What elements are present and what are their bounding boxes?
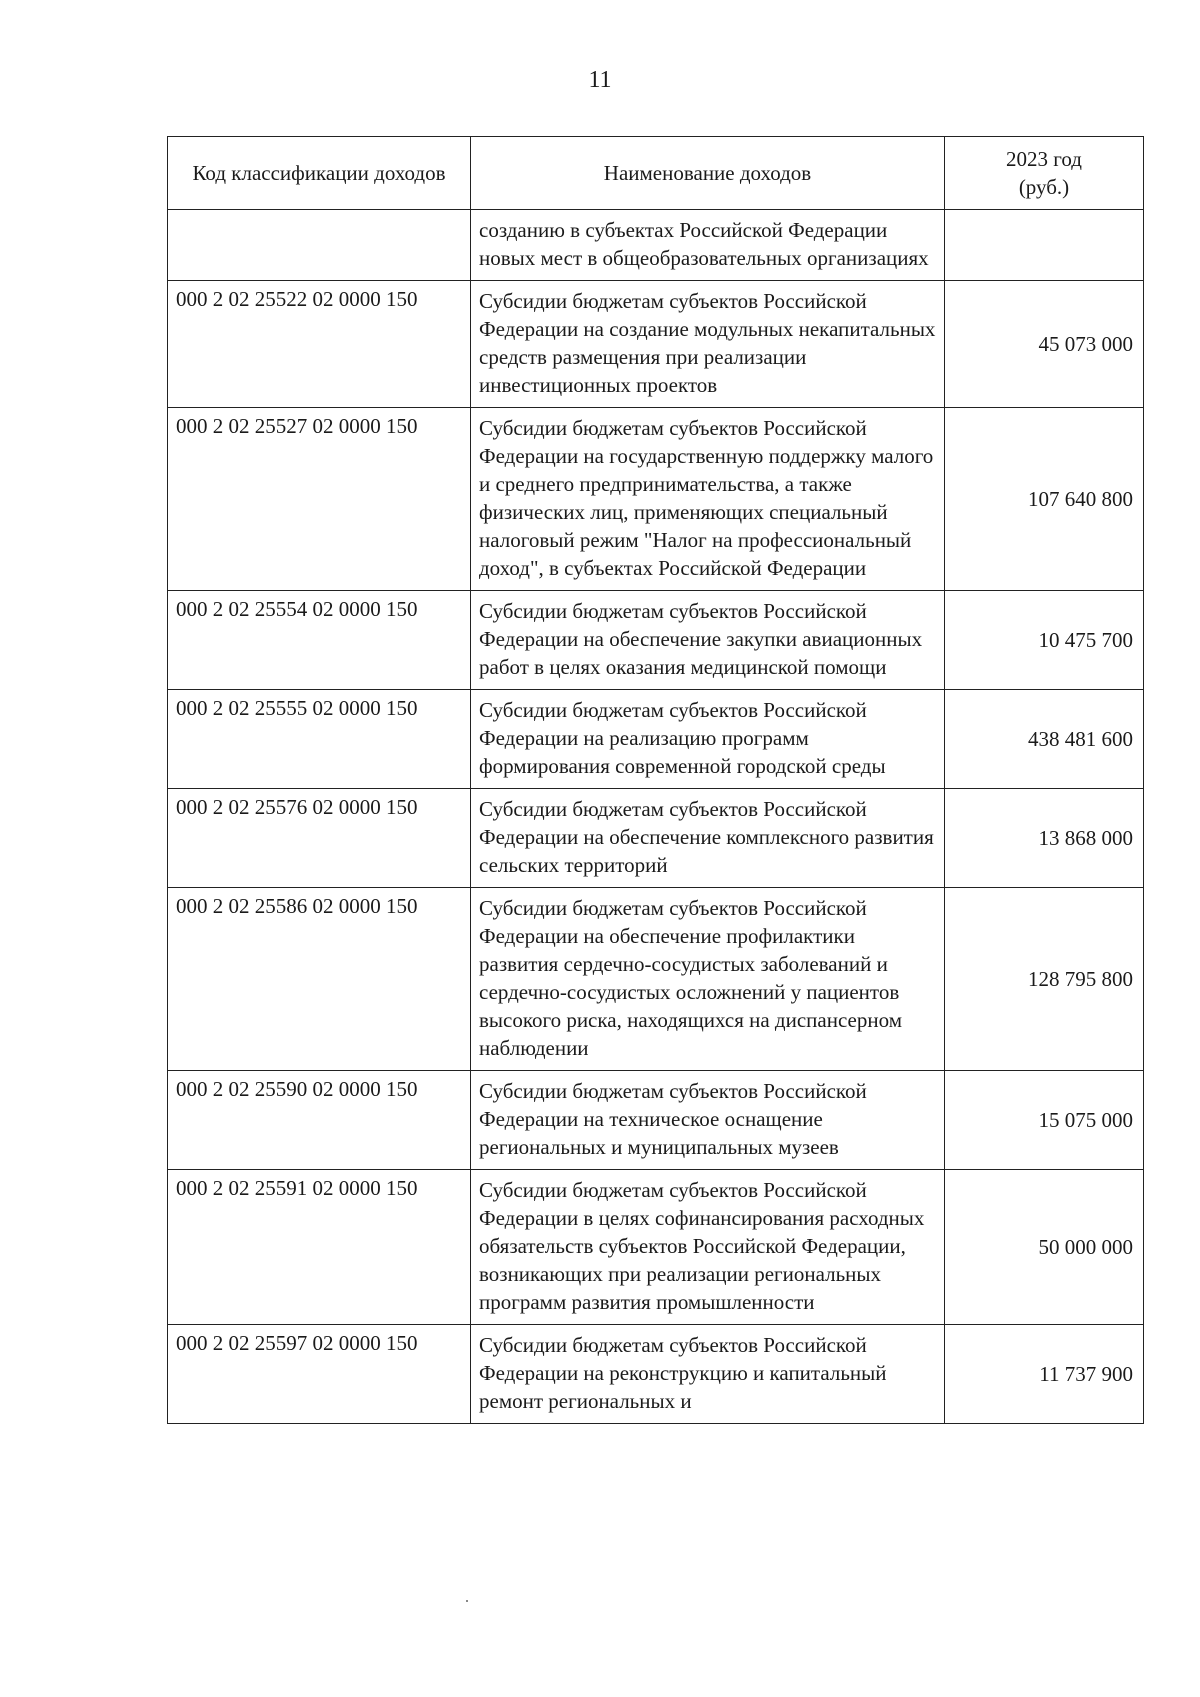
cell-name: созданию в субъектах Российской Федерации новых мест в общеобразовательных организациях [471,210,945,281]
cell-code: 000 2 02 25597 02 0000 150 [168,1325,471,1424]
cell-amount: 438 481 600 [945,690,1144,789]
table-row [168,591,1144,690]
cell-name: Субсидии бюджетам субъектов Российской Федерации на государственную поддержку малого и среднего предпринимательства, а также физических лиц, применяющих специальный налоговый режим "Налог на профессиональный доход", в субъектах Российской Федерации [471,408,945,591]
cell-code: 000 2 02 25576 02 0000 150 [168,789,471,888]
table-row [168,1071,1144,1170]
page-number: 11 [588,67,612,93]
cell-amount: 45 073 000 [945,281,1144,408]
cell-name: Субсидии бюджетам субъектов Российской Федерации на реконструкцию и капитальный ремонт региональных и [471,1325,945,1424]
header-code: Код классификации доходов [168,137,471,210]
table-header-row [168,137,1144,210]
cell-amount: 128 795 800 [945,888,1144,1071]
income-table [167,136,1144,1424]
table-row [168,408,1144,591]
cell-amount: 13 868 000 [945,789,1144,888]
cell-amount: 11 737 900 [945,1325,1144,1424]
cell-code: 000 2 02 25590 02 0000 150 [168,1071,471,1170]
cell-amount [945,210,1144,281]
cell-code: 000 2 02 25527 02 0000 150 [168,408,471,591]
cell-amount: 15 075 000 [945,1071,1144,1170]
header-name: Наименование доходов [471,137,945,210]
cell-amount: 50 000 000 [945,1170,1144,1325]
table-row [168,690,1144,789]
cell-code: 000 2 02 25586 02 0000 150 [168,888,471,1071]
cell-name: Субсидии бюджетам субъектов Российской Федерации на обеспечение комплексного развития сельских территорий [471,789,945,888]
table-row [168,888,1144,1071]
cell-code: 000 2 02 25522 02 0000 150 [168,281,471,408]
cell-code: 000 2 02 25591 02 0000 150 [168,1170,471,1325]
table-row [168,1170,1144,1325]
cell-amount: 107 640 800 [945,408,1144,591]
cell-code [168,210,471,281]
cell-name: Субсидии бюджетам субъектов Российской Федерации на техническое оснащение региональных и муниципальных музеев [471,1071,945,1170]
table-row [168,281,1144,408]
table-row [168,210,1144,281]
header-amount: 2023 год (руб.) [945,137,1144,210]
cell-code: 000 2 02 25554 02 0000 150 [168,591,471,690]
cell-name: Субсидии бюджетам субъектов Российской Федерации на обеспечение профилактики развития сердечно-сосудистых заболеваний и сердечно-сосудистых осложнений у пациентов высокого риска, находящихся на диспансерном наблюдении [471,888,945,1071]
cell-name: Субсидии бюджетам субъектов Российской Федерации в целях софинансирования расходных обязательств субъектов Российской Федерации, возникающих при реализации региональных программ развития промышленности [471,1170,945,1325]
table-row [168,789,1144,888]
cell-amount: 10 475 700 [945,591,1144,690]
table-row [168,1325,1144,1424]
cell-code: 000 2 02 25555 02 0000 150 [168,690,471,789]
cell-name: Субсидии бюджетам субъектов Российской Федерации на реализацию программ формирования современной городской среды [471,690,945,789]
cell-name: Субсидии бюджетам субъектов Российской Федерации на обеспечение закупки авиационных работ в целях оказания медицинской помощи [471,591,945,690]
cell-name: Субсидии бюджетам субъектов Российской Федерации на создание модульных некапитальных средств размещения при реализации инвестиционных проектов [471,281,945,408]
scan-speck [466,1600,468,1602]
